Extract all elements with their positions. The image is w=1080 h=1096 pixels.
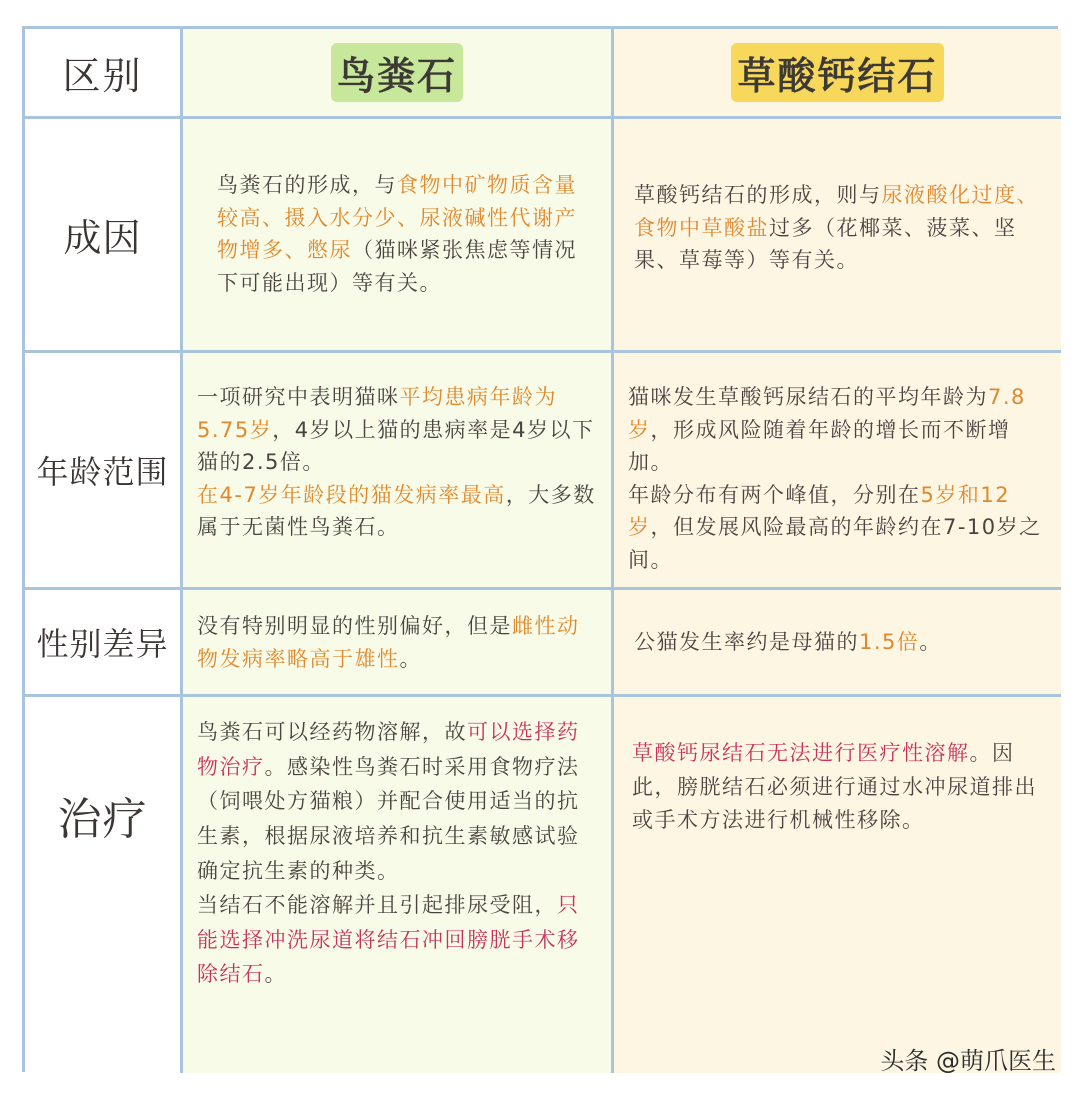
row-label-treat-cell	[25, 697, 183, 1073]
treat-oxalate-cell	[614, 697, 1061, 1073]
sex-oxalate-t2: 。	[919, 630, 942, 654]
sex-oxalate-t1: 公猫发生率约是母猫的	[634, 630, 859, 654]
cause-oxalate-h1: 尿液酸化过度、食物中草酸盐	[634, 183, 1039, 240]
age-oxalate-t3: 年龄分布有两个峰值，分别在	[628, 482, 921, 507]
header-label-cell	[25, 29, 183, 119]
age-struvite-t2: ，4岁以上猫的患病率是4岁以下猫的2.5倍。	[197, 417, 595, 475]
header-oxalate-title: 草酸钙结石	[731, 43, 943, 102]
treat-struvite-t2: 。感染性鸟粪石时采用食物疗法（饲喂处方猫粮）并配合使用适当的抗生素，根据尿液培养和抗生素敏感试验确定抗生素的种类。	[197, 754, 580, 883]
header-label: 区别	[62, 54, 143, 98]
row-label-cause: 成因	[63, 216, 142, 260]
age-struvite-h1: 平均患病年龄为5.75岁	[197, 385, 557, 442]
treat-oxalate-h1: 草酸钙尿结石无法进行医疗性溶解	[632, 741, 970, 765]
row-label-sex: 性别差异	[36, 625, 169, 663]
treat-struvite-cell	[183, 697, 614, 1073]
sex-oxalate-cell	[614, 590, 1061, 697]
cause-oxalate-t2: 过多（花椰菜、菠菜、坚果、草莓等）等有关。	[634, 215, 1017, 273]
age-struvite-t1: 一项研究中表明猫咪	[197, 385, 400, 409]
row-label-age: 年龄范围	[36, 453, 169, 491]
age-oxalate-t4: ，但发展风险最高的年龄约在7-10岁之间。	[628, 515, 1042, 572]
sex-struvite-text	[197, 610, 597, 675]
age-oxalate-t2: ，形成风险随着年龄的增长而不断增加。	[628, 417, 1011, 475]
treat-struvite-t3: 当结石不能溶解并且引起排尿受阻，	[197, 893, 557, 918]
age-struvite-h2: 在4-7岁年龄段的猫发病率最高	[197, 482, 506, 507]
age-oxalate-h1: 7.8岁	[628, 385, 1026, 442]
header-oxalate-cell	[614, 29, 1061, 119]
sex-oxalate-h1: 1.5倍	[859, 630, 920, 654]
age-struvite-text	[197, 381, 597, 544]
row-label-age-cell	[25, 353, 183, 590]
age-oxalate-cell	[614, 353, 1061, 590]
treat-struvite-text	[197, 715, 597, 992]
treat-struvite-t1: 鸟粪石可以经药物溶解，故	[197, 720, 467, 744]
sex-struvite-h1: 雌性动物发病率略高于雄性	[197, 614, 580, 671]
sex-struvite-cell	[183, 590, 614, 697]
cause-struvite-cell	[183, 119, 614, 353]
source-watermark: 头条 @萌爪医生	[880, 1047, 1056, 1075]
comparison-table	[22, 26, 1058, 1072]
age-struvite-t3: ，大多数属于无菌性鸟粪石。	[197, 482, 596, 540]
age-oxalate-text	[628, 381, 1048, 576]
cause-oxalate-t1: 草酸钙结石的形成，则与	[634, 183, 882, 207]
treat-oxalate-text	[632, 737, 1042, 838]
treat-struvite-t4: 。	[264, 962, 287, 987]
treat-struvite-h2: 只能选择冲洗尿道将结石冲回膀胱手术移除结石	[197, 893, 580, 987]
sex-oxalate-text	[634, 626, 1039, 659]
cause-struvite-text	[217, 169, 587, 299]
row-label-treat: 治疗	[57, 794, 148, 845]
header-struvite-title: 鸟粪石	[331, 43, 463, 102]
age-oxalate-t1: 猫咪发生草酸钙尿结石的平均年龄为	[628, 385, 988, 409]
sex-struvite-t1: 没有特别明显的性别偏好，但是	[197, 614, 512, 638]
sex-struvite-t2: 。	[399, 646, 422, 671]
age-oxalate-h2: 5岁和12岁	[628, 482, 1011, 540]
cause-struvite-h1: 食物中矿物质含量较高、摄入水分少、尿液碱性代谢产物增多、憋尿	[217, 173, 577, 263]
treat-struvite-h1: 可以选择药物治疗	[197, 720, 580, 779]
row-label-cause-cell	[25, 119, 183, 353]
treat-oxalate-t1: 。因此，膀胱结石必须进行通过水冲尿道排出或手术方法进行机械性移除。	[632, 741, 1037, 833]
cause-struvite-t2: （猫咪紧张焦虑等情况下可能出现）等有关。	[217, 238, 577, 295]
cause-struvite-t1: 鸟粪石的形成，与	[217, 173, 397, 197]
cause-oxalate-cell	[614, 119, 1061, 353]
age-struvite-cell	[183, 353, 614, 590]
row-label-sex-cell	[25, 590, 183, 697]
header-struvite-cell	[183, 29, 614, 119]
cause-oxalate-text	[634, 179, 1039, 277]
